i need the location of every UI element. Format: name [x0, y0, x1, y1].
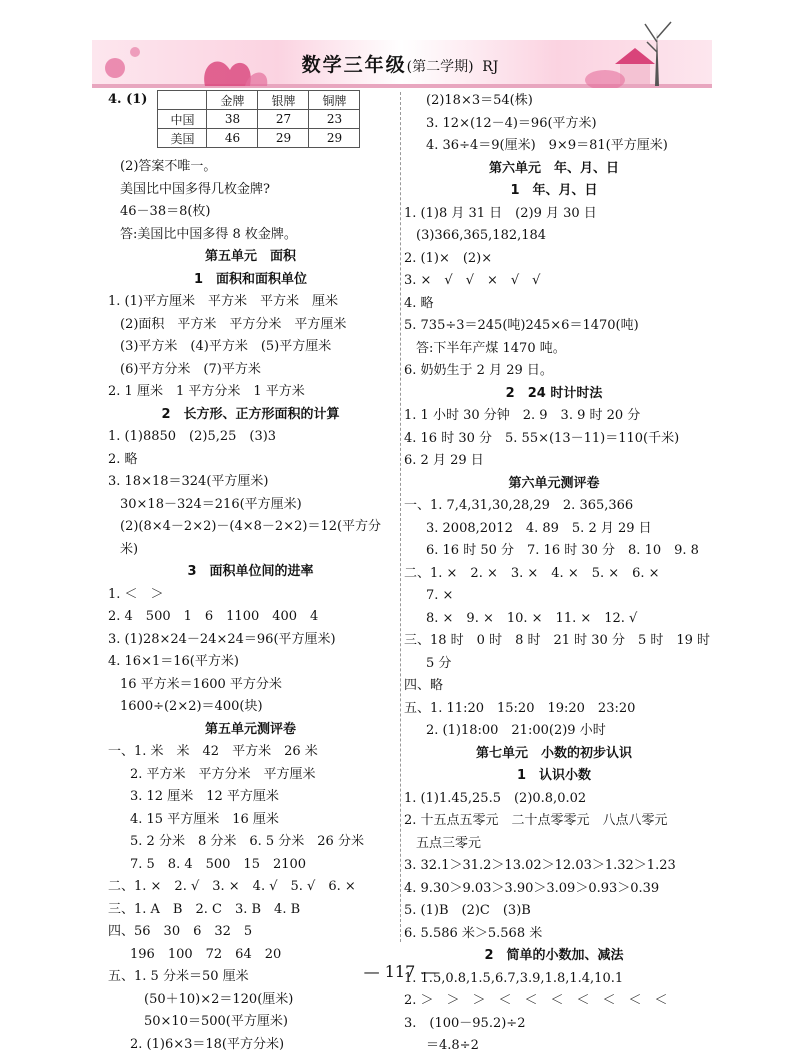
answer-line: 3. 32.1＞31.2＞13.02＞12.03＞1.32＞1.23 [404, 858, 676, 873]
answer-line: 6. 5.586 米＞5.568 米 [404, 925, 543, 941]
answer-line: 4. 略 [404, 295, 434, 311]
answer-line: 4. 15 平方厘米 16 厘米 [130, 811, 279, 827]
table-cell: 29 [309, 129, 360, 148]
question-4-row [108, 90, 393, 156]
answer-line: 4. 16 时 30 分 5. 55×(13－11)＝110(千米) [404, 430, 680, 446]
answer-line: 2. (1)× (2)× [404, 250, 493, 266]
answer-line: 答:下半年产煤 1470 吨。 [416, 340, 566, 356]
table-row [158, 110, 360, 129]
answer-line: 7. 5 8. 4 500 15 2100 [130, 856, 307, 872]
section-heading: 1 年、月、日 [510, 183, 598, 198]
answer-line: 2. (1)6×3＝18(平方分米) [130, 1036, 285, 1052]
table-cell: 27 [258, 110, 309, 129]
table-cell: 美国 [158, 129, 207, 148]
answer-line: (3)平方米 (4)平方米 (5)平方厘米 [120, 339, 332, 354]
answer-line: 6. 2 月 29 日 [404, 453, 484, 468]
answer-line: 四、56 30 6 32 5 [108, 924, 253, 939]
answer-line: 196 100 72 64 20 [130, 946, 282, 962]
answer-line: 2. 略 [108, 451, 138, 467]
answer-line: 二、1. × 2. × 3. × 4. × 5. × 6. × [404, 565, 660, 581]
answer-line: 一、1. 米 米 42 平方米 26 米 [108, 744, 318, 759]
answer-line: 2. 平方米 平方分米 平方厘米 [130, 766, 316, 782]
left-answer-lines [108, 156, 393, 1056]
answer-line: 6. 奶奶生于 2 月 29 日。 [404, 363, 553, 378]
answer-line: 2. ＞ ＞ ＞ ＜ ＜ ＜ ＜ ＜ ＜ ＜ [404, 993, 668, 1008]
table-cell: 23 [309, 110, 360, 129]
answer-line: (3)366,365,182,184 [416, 228, 547, 243]
answer-line: 2. 十五点五零元 二十点零零元 八点八零元 [404, 813, 668, 828]
answer-line: 3. (1)28×24－24×24＝96(平方厘米) [108, 631, 336, 647]
answer-line: 2. 4 500 1 6 1100 400 4 [108, 609, 319, 624]
answer-line: 7. × [426, 588, 454, 603]
column-divider [400, 92, 401, 942]
table-cell: 46 [207, 129, 258, 148]
answer-line: 二、1. × 2. √ 3. × 4. √ 5. √ 6. × [108, 879, 356, 894]
answer-line: (50＋10)×2＝120(厘米) [144, 991, 294, 1007]
answer-line: 3. (100－95.2)÷2 [404, 1015, 526, 1031]
section-heading: 2 长方形、正方形面积的计算 [161, 406, 340, 422]
answer-line: 16 平方米＝1600 平方分米 [120, 676, 282, 692]
answer-line: 4. 36÷4＝9(厘米) 9×9＝81(平方厘米) [426, 138, 668, 153]
answer-line: 8. × 9. × 10. × 11. × 12. √ [426, 610, 638, 626]
section-heading: 第六单元测评卷 [508, 475, 600, 491]
table-cell: 铜牌 [309, 91, 360, 110]
section-heading: 第六单元 年、月、日 [488, 160, 619, 176]
answer-line: 答:美国比中国多得 8 枚金牌。 [120, 226, 297, 242]
answer-line: 50×10＝500(平方厘米) [144, 1014, 288, 1029]
answer-line: 3. × √ √ × √ √ [404, 273, 541, 288]
section-heading: 2 24 时计时法 [505, 385, 603, 401]
answer-line: 1. (1)1.45,25.5 (2)0.8,0.02 [404, 790, 587, 806]
table-cell: 38 [207, 110, 258, 129]
book-title: 数学三年级 [301, 54, 407, 76]
answer-line: 30×18－324＝216(平方厘米) [120, 496, 302, 512]
table-cell: 29 [258, 129, 309, 148]
answer-line: 5 分 [426, 655, 452, 671]
answer-line: 1. (1)8850 (2)5,25 (3)3 [108, 429, 277, 444]
question-4-label: 4. (1) [108, 92, 148, 107]
section-heading: 1 认识小数 [516, 768, 592, 783]
answer-line: 3. 18×18＝324(平方厘米) [108, 474, 269, 489]
table-cell: 金牌 [207, 91, 258, 110]
answer-line: 1. (1)8 月 31 日 (2)9 月 30 日 [404, 205, 597, 221]
answer-line: 46－38＝8(枚) [120, 204, 211, 219]
left-column [108, 90, 393, 1056]
answer-line: (2)答案不唯一。 [120, 159, 217, 174]
answer-line: 三、18 时 0 时 8 时 21 时 30 分 5 时 19 时 [404, 633, 711, 648]
answer-line: 2. (1)18:00 21:00(2)9 小时 [426, 723, 606, 738]
answer-line: (2)面积 平方米 平方分米 平方厘米 [120, 316, 347, 332]
table-cell: 银牌 [258, 91, 309, 110]
answer-line: 2. 1 厘米 1 平方分米 1 平方米 [108, 384, 305, 399]
answer-line: 5. 2 分米 8 分米 6. 5 分米 26 分米 [130, 834, 364, 849]
answer-line: (2)(8×4－2×2)－(4×8－2×2)＝12(平方分 [120, 519, 382, 534]
section-heading: 3 面积单位间的进率 [187, 564, 314, 579]
answer-line: 5. (1)B (2)C (3)B [404, 903, 531, 918]
page-header-title [0, 50, 800, 77]
answer-line: 1. (1)平方厘米 平方米 平方米 厘米 [108, 294, 338, 309]
book-term: (第二学期) [406, 59, 474, 75]
answer-line: 四、略 [404, 678, 444, 693]
answer-line: (6)平方分米 (7)平方米 [120, 361, 261, 377]
answer-line: 1. ＜ ＞ [108, 586, 164, 602]
page-number: — 117 — [363, 962, 437, 981]
answer-line: 4. 16×1＝16(平方米) [108, 654, 239, 669]
answer-line: 3. 12×(12－4)＝96(平方米) [426, 115, 597, 131]
answer-line: 一、1. 7,4,31,30,28,29 2. 365,366 [404, 498, 634, 513]
answer-line: 3. 12 厘米 12 平方厘米 [130, 789, 279, 804]
answer-line: 米) [120, 541, 139, 557]
medal-table-header [158, 91, 360, 110]
answer-line: 3. 2008,2012 4. 89 5. 2 月 29 日 [426, 520, 652, 536]
answer-line: 1600÷(2×2)＝400(块) [120, 699, 263, 714]
answer-line: ＝4.8÷2 [426, 1038, 479, 1053]
answer-line: 6. 16 时 50 分 7. 16 时 30 分 8. 10 9. 8 [426, 543, 699, 558]
section-heading: 第五单元测评卷 [204, 721, 296, 737]
section-heading: 第五单元 面积 [204, 249, 296, 264]
medal-table [157, 90, 360, 148]
answer-line: 三、1. A B 2. C 3. B 4. B [108, 901, 301, 917]
answer-line: 五、1. 11:20 15:20 19:20 23:20 [404, 700, 636, 716]
answer-line: (2)18×3＝54(株) [426, 93, 533, 108]
answer-line: 5. 735÷3＝245(吨)245×6＝1470(吨) [404, 318, 639, 333]
answer-line: 五、1. 5 分米＝50 厘米 [108, 969, 249, 984]
answer-line: 4. 9.30＞9.03＞3.90＞3.09＞0.93＞0.39 [404, 880, 660, 896]
table-row [158, 129, 360, 148]
section-heading: 2 简单的小数加、减法 [484, 948, 624, 963]
right-column [404, 90, 711, 1058]
book-edition: RJ [482, 59, 499, 75]
section-heading: 1 面积和面积单位 [193, 271, 308, 287]
table-cell [158, 91, 207, 110]
section-heading: 第七单元 小数的初步认识 [475, 745, 632, 761]
table-cell: 中国 [158, 110, 207, 129]
right-answer-lines [404, 90, 711, 1058]
answer-line: 1. 1.5,0.8,1.5,6.7,3.9,1.8,1.4,10.1 [404, 970, 624, 986]
answer-line: 五点三零元 [416, 835, 482, 851]
answer-line: 1. 1 小时 30 分钟 2. 9 3. 9 时 20 分 [404, 408, 641, 423]
answer-line: 美国比中国多得几枚金牌? [120, 181, 270, 197]
